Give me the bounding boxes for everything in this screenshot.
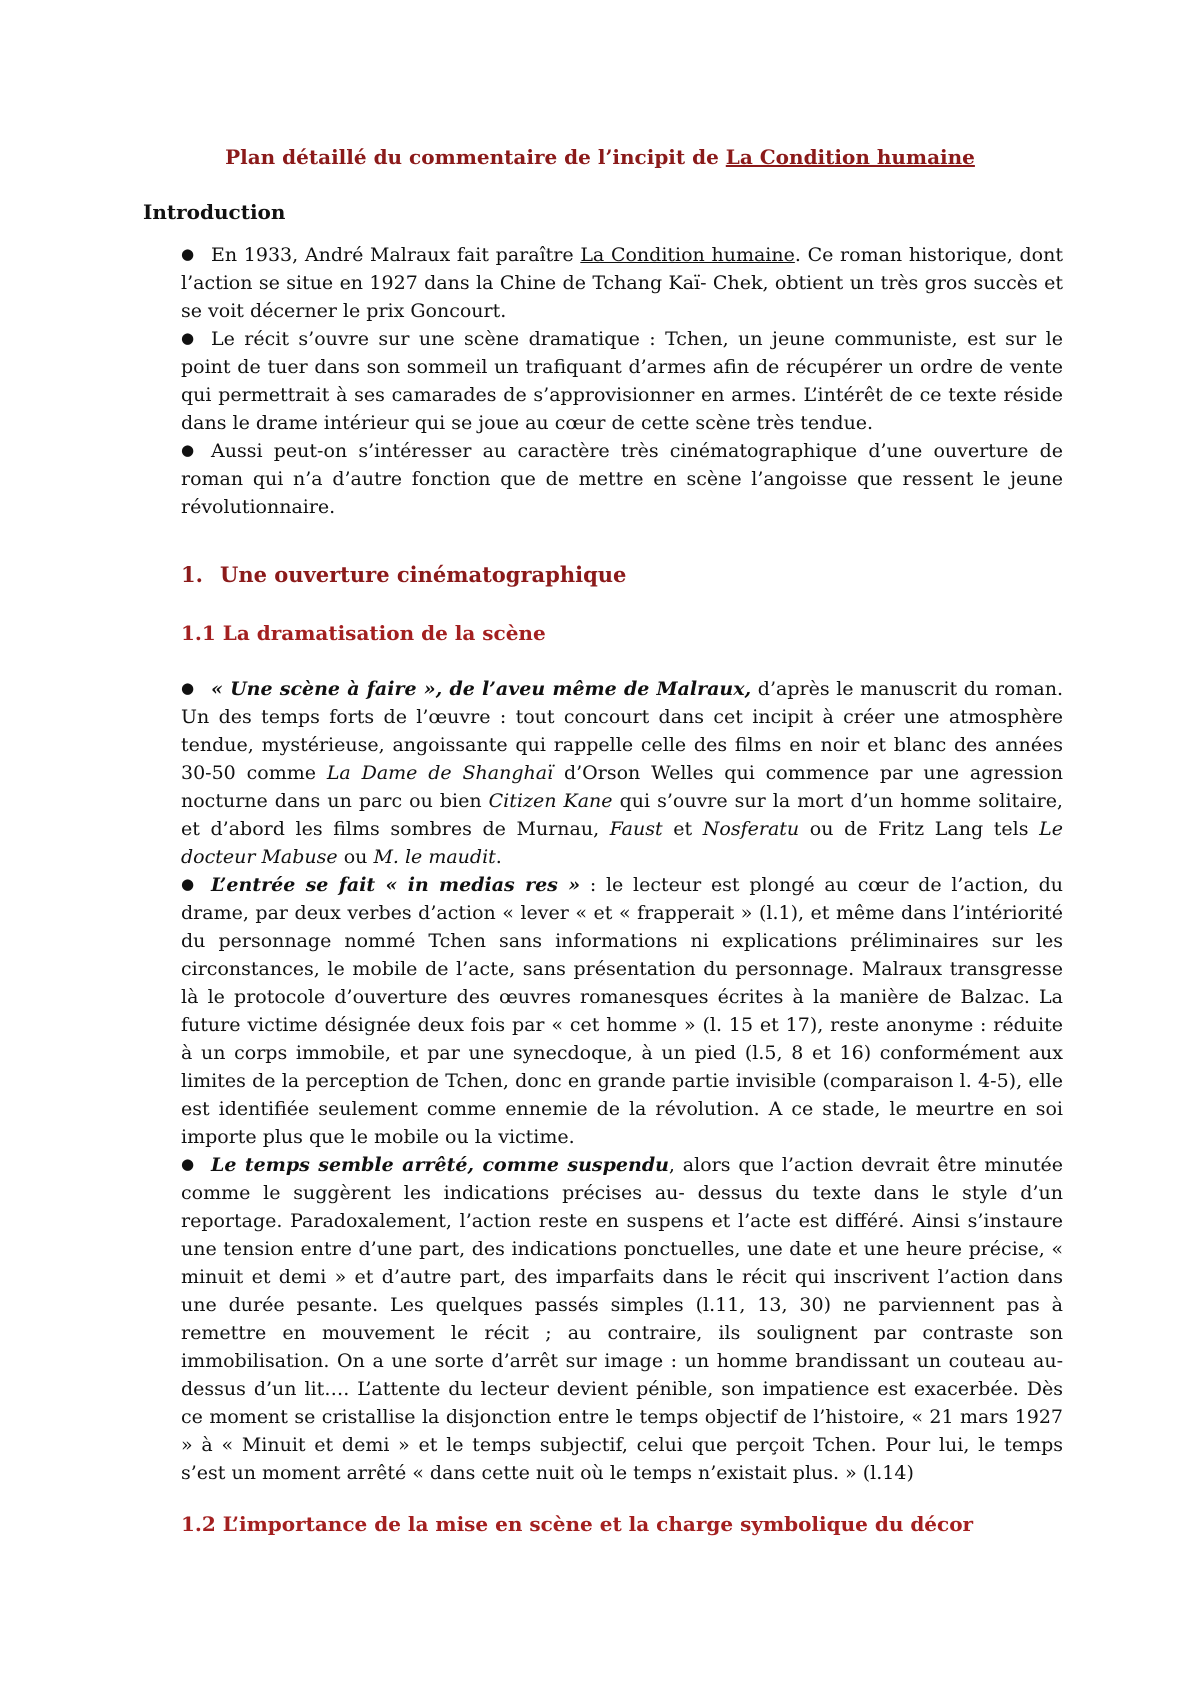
bullet-lead: Le temps semble arrêté, comme suspendu xyxy=(211,1154,669,1176)
title-prefix: Plan détaillé du commentaire de l’incipit de xyxy=(225,145,726,169)
bullet-lead: L’entrée se fait « in medias res » xyxy=(211,874,581,896)
bullet-icon: ● xyxy=(181,245,195,263)
intro-bullet-1: ● En 1933, André Malraux fait paraître La Condition humaine. Ce roman historique, dont l’action se situe en 1927 dans la Chine de Tchang Kaï- Chek, obtient un très gros succès et se voit décerner le prix Goncourt. xyxy=(181,240,1063,325)
film-title: Nosferatu xyxy=(702,818,800,840)
subsection-1-2-heading: 1.2 L’importance de la mise en scène et la charge symbolique du décor xyxy=(181,1512,974,1536)
intro-bullet-3: ● Aussi peut-on s’intéresser au caractère très cinématographique d’une ouverture de roman qui n’a d’autre fonction que de mettre en scène l’angoisse que ressent le jeune révolutionnaire. xyxy=(181,436,1063,521)
film-title: La Dame de Shanghaï xyxy=(326,762,554,784)
film-title: Citizen Kane xyxy=(488,790,613,812)
section-1-heading xyxy=(181,562,626,587)
section-title: Une ouverture cinématographique xyxy=(220,562,627,587)
section-bullet-2: ● L’entrée se fait « in medias res » : le lecteur est plongé au cœur de l’action, du drame, par deux verbes d’action « lever « et « frapperait » (l.1), et même dans l’intériorité du personnage nommé Tchen sans informations ni explications préliminaires sur les circonstances, le mobile de l’acte, sans présentation du personnage. Malraux transgresse là le protocole d’ouverture des œuvres romanesques écrites à la manière de Balzac. La future victime désignée deux fois par « cet homme » (l. 15 et 17), reste anonyme : réduite à un corps immobile, et par une synecdoque, à un pied (l.5, 8 et 16) conformément aux limites de la perception de Tchen, donc en grande partie invisible (comparaison l. 4-5), elle est identifiée seulement comme ennemie de la révolution. A ce stade, le meurtre en soi importe plus que le mobile ou la victime. xyxy=(181,870,1063,1151)
bullet-icon: ● xyxy=(181,875,195,893)
film-title: M. le maudit xyxy=(373,846,496,868)
bullet-icon: ● xyxy=(181,441,195,459)
introduction-heading: Introduction xyxy=(143,200,286,224)
film-title: Faust xyxy=(609,818,663,840)
title-book: La Condition humaine xyxy=(725,145,975,169)
bullet-lead: « Une scène à faire », de l’aveu même de Malraux, xyxy=(211,678,752,700)
section-bullet-3: ● Le temps semble arrêté, comme suspendu, alors que l’action devrait être minutée comme le suggèrent les indications précises au- dessus du texte dans le style d’un reportage. Paradoxalement, l’action reste en suspens et l’acte est différé. Ainsi s’instaure une tension entre d’une part, des indications ponctuelles, une date et une heure précise, « minuit et demi » et d’autre part, des imparfaits dans le récit qui inscrivent l’action dans une durée pesante. Les quelques passés simples (l.11, 13, 30) ne parviennent pas à remettre en mouvement le récit ; au contraire, ils soulignent par contraste son immobilisation. On a une sorte d’arrêt sur image : un homme brandissant un couteau au-dessus d’un lit…. L’attente du lecteur devient pénible, son impatience est exacerbée. Dès ce moment se cristallise la disjonction entre le temps objectif de l’histoire, « 21 mars 1927 » à « Minuit et demi » et le temps subjectif, celui que perçoit Tchen. Pour lui, le temps s’est un moment arrêté « dans cette nuit où le temps n’existait plus. » (l.14) xyxy=(181,1150,1063,1487)
document-title xyxy=(0,145,1200,169)
bullet-icon: ● xyxy=(181,329,195,347)
bullet-icon: ● xyxy=(181,1155,195,1173)
section-number: 1. xyxy=(181,562,203,587)
intro-bullet-2: ● Le récit s’ouvre sur une scène dramatique : Tchen, un jeune communiste, est sur le point de tuer dans son sommeil un trafiquant d’armes afin de récupérer un ordre de vente qui permettrait à ses camarades de s’approvisionner en armes. L’intérêt de ce texte réside dans le drame intérieur qui se joue au cœur de cette scène très tendue. xyxy=(181,324,1063,437)
bullet-icon: ● xyxy=(181,679,195,697)
book-title: La Condition humaine xyxy=(580,244,795,266)
subsection-1-1-heading: 1.1 La dramatisation de la scène xyxy=(181,621,546,645)
film-title: Le docteur Mabuse xyxy=(181,818,1063,868)
section-bullet-1: ● « Une scène à faire », de l’aveu même de Malraux, d’après le manuscrit du roman. Un des temps forts de l’œuvre : tout concourt dans cet incipit à créer une atmosphère tendue, mystérieuse, angoissante qui rappelle celle des films en noir et blanc des années 30-50 comme La Dame de Shanghaï d’Orson Welles qui commence par une agression nocturne dans un parc ou bien Citizen Kane qui s’ouvre sur la mort d’un homme solitaire, et d’abord les films sombres de Murnau, Faust et Nosferatu ou de Fritz Lang tels Le docteur Mabuse ou M. le maudit. xyxy=(181,674,1063,871)
